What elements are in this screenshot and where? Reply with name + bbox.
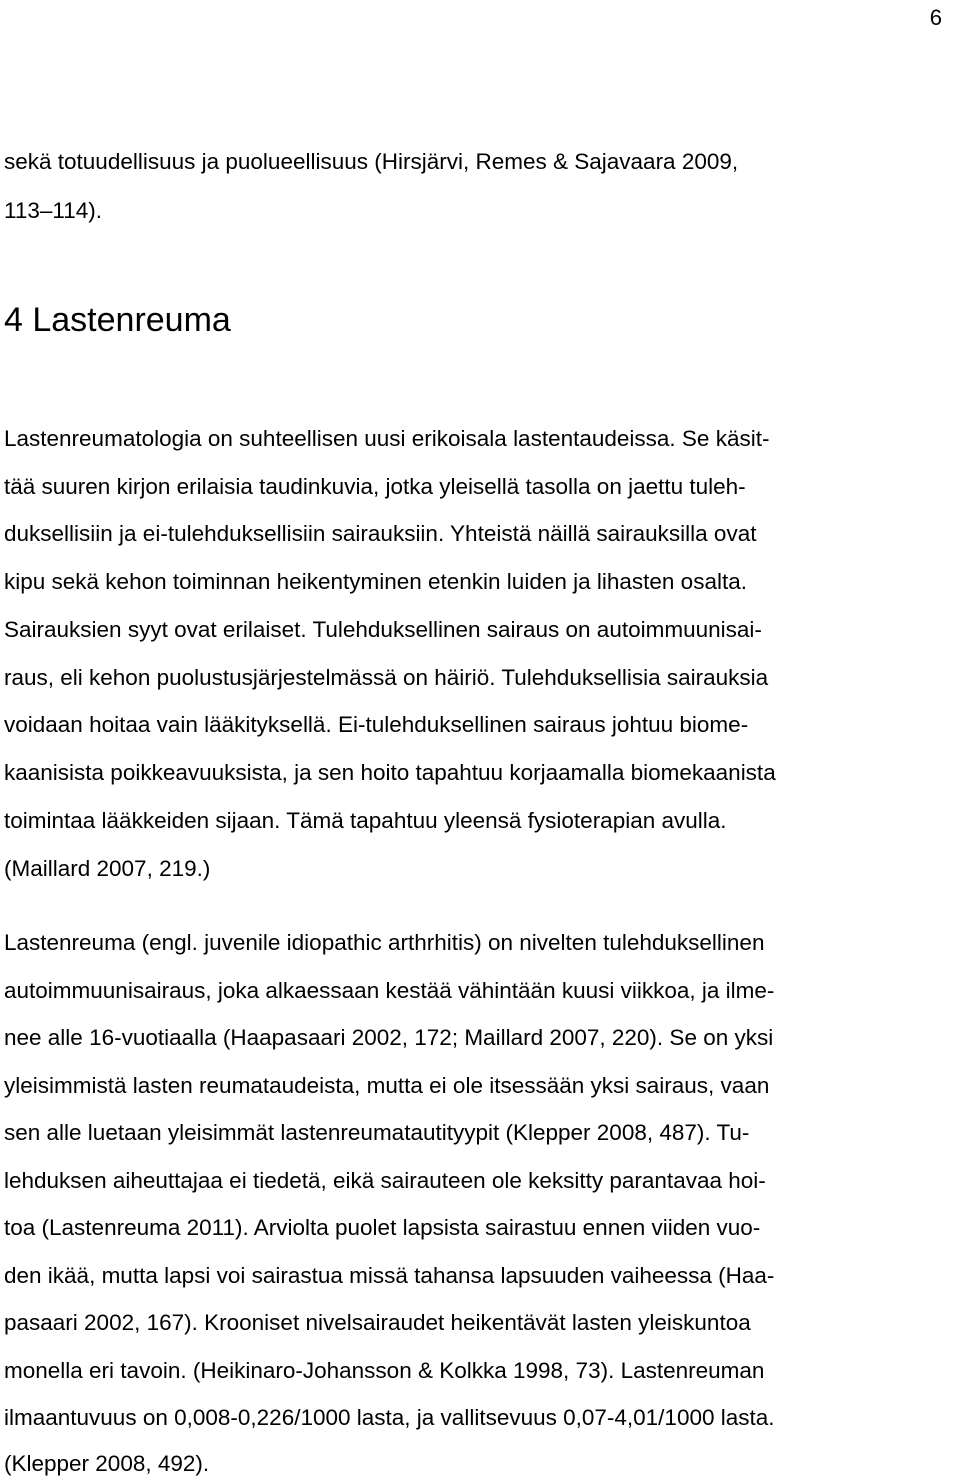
- text-line: voidaan hoitaa vain lääkityksellä. Ei-tulehduksellinen sairaus johtuu biome-: [4, 712, 749, 737]
- text-line: toimintaa lääkkeiden sijaan. Tämä tapahtuu yleensä fysioterapian avulla.: [4, 808, 727, 833]
- text-line: Lastenreuma (engl. juvenile idiopathic arthrhitis) on nivelten tulehduksellinen: [4, 930, 765, 955]
- text-line: duksellisiin ja ei-tulehduksellisiin sairauksiin. Yhteistä näillä sairauksilla ovat: [4, 521, 757, 546]
- text-line: (Maillard 2007, 219.): [4, 856, 211, 881]
- page-number: 6: [929, 5, 942, 30]
- text-line: toa (Lastenreuma 2011). Arviolta puolet lapsista sairastuu ennen viiden vuo-: [4, 1215, 761, 1240]
- text-line: yleisimmistä lasten reumataudeista, mutta ei ole itsessään yksi sairaus, vaan: [4, 1073, 770, 1098]
- text-line: nee alle 16-vuotiaalla (Haapasaari 2002, 172; Maillard 2007, 220). Se on yksi: [4, 1025, 774, 1050]
- text-line: raus, eli kehon puolustusjärjestelmässä on häiriö. Tulehduksellisia sairauksia: [4, 665, 769, 690]
- text-line: sekä totuudellisuus ja puolueellisuus (Hirsjärvi, Remes & Sajavaara 2009,: [4, 149, 739, 174]
- text-line: (Klepper 2008, 492).: [4, 1451, 210, 1476]
- text-line: pasaari 2002, 167). Krooniset nivelsairaudet heikentävät lasten yleiskuntoa: [4, 1310, 751, 1335]
- text-line: ilmaantuvuus on 0,008-0,226/1000 lasta, ja vallitsevuus 0,07-4,01/1000 lasta.: [4, 1405, 775, 1430]
- text-line: tää suuren kirjon erilaisia taudinkuvia, jotka yleisellä tasolla on jaettu tuleh-: [4, 474, 746, 499]
- text-line: 113–114).: [4, 198, 102, 223]
- text-line: den ikää, mutta lapsi voi sairastua missä tahansa lapsuuden vaiheessa (Haa-: [4, 1263, 775, 1288]
- text-line: kaanisista poikkeavuuksista, ja sen hoito tapahtuu korjaamalla biomekaanista: [4, 760, 776, 785]
- text-line: sen alle luetaan yleisimmät lastenreumatautityypit (Klepper 2008, 487). Tu-: [4, 1120, 750, 1145]
- text-line: monella eri tavoin. (Heikinaro-Johansson & Kolkka 1998, 73). Lastenreuman: [4, 1358, 765, 1383]
- text-line: kipu sekä kehon toiminnan heikentyminen etenkin luiden ja lihasten osalta.: [4, 569, 747, 594]
- text-line: lehduksen aiheuttajaa ei tiedetä, eikä sairauteen ole keksitty parantavaa hoi-: [4, 1168, 766, 1193]
- text-line: Sairauksien syyt ovat erilaiset. Tulehduksellinen sairaus on autoimmuunisai-: [4, 617, 762, 642]
- section-heading: 4 Lastenreuma: [4, 301, 231, 339]
- text-line: autoimmuunisairaus, joka alkaessaan kestää vähintään kuusi viikkoa, ja ilme-: [4, 978, 775, 1003]
- text-line: Lastenreumatologia on suhteellisen uusi erikoisala lastentaudeissa. Se käsit-: [4, 426, 770, 451]
